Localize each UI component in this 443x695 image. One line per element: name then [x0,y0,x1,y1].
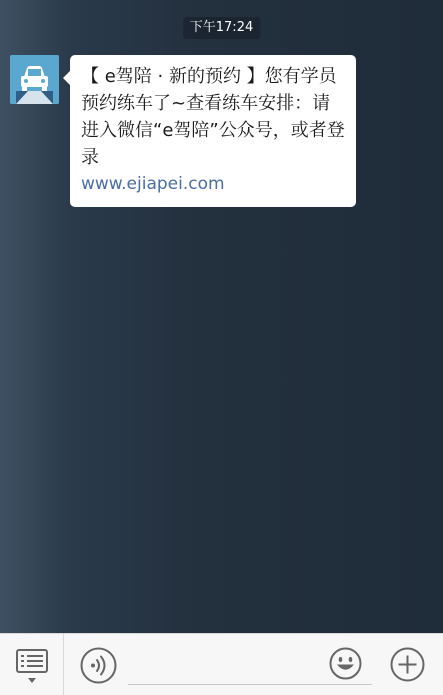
plus-icon [390,647,425,682]
message-bubble[interactable] [70,55,356,207]
emoji-icon [329,647,362,680]
list-menu-icon [0,634,64,695]
emoji-button[interactable] [329,647,362,680]
car-icon [10,55,59,104]
sender-avatar[interactable] [10,55,59,104]
more-options-button[interactable] [390,647,425,682]
menu-button[interactable] [0,634,64,695]
message-link[interactable]: www.ejiapei.com [81,174,225,194]
message-timestamp: 下午17:24 [183,17,260,39]
voice-icon [80,647,117,684]
bottom-input-bar [0,633,443,695]
message-input[interactable] [128,684,372,685]
voice-button[interactable] [80,647,117,684]
message-text: 【 e驾陪 · 新的预约 】您有学员预约练车了~查看练车安排：请进入微信“e驾陪”公众号，或者登录 [81,66,345,168]
